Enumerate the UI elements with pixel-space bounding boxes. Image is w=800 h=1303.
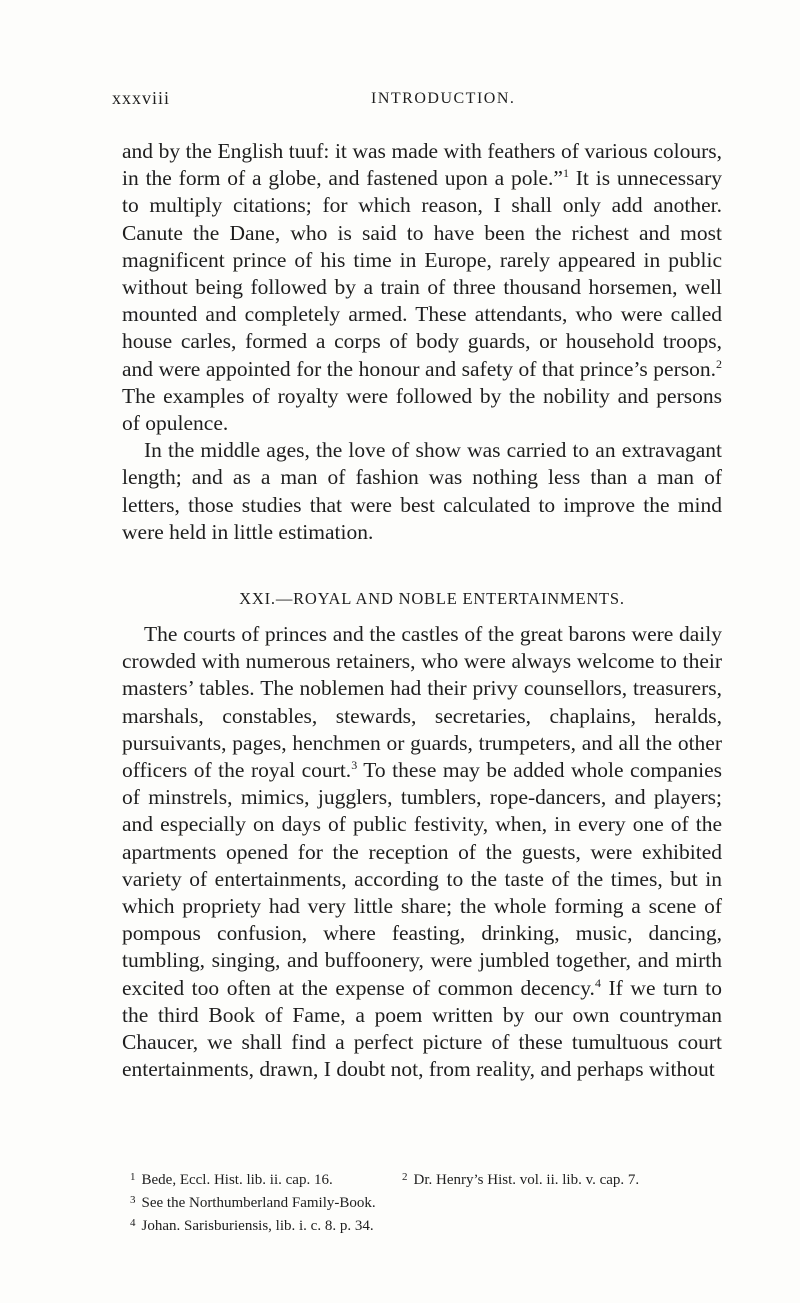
footnote-mark: 3 xyxy=(130,1194,136,1206)
paragraph-text: If we turn to the third Book of Fame, a poem written by our own countryman Chaucer, we shall find a perfect picture of these tumultuous court entertainments, drawn, I doubt not, from reality, and perhaps without xyxy=(122,975,722,1082)
footnote-2 xyxy=(402,1167,639,1190)
footnote-3 xyxy=(130,1190,730,1213)
footnote-4 xyxy=(130,1213,730,1236)
footnote-1 xyxy=(130,1167,392,1190)
footnote-ref-3: 3 xyxy=(351,757,358,772)
paragraph-text: It is unnecessary to multiply citations; for which reason, I shall only add another. Canute the Dane, who is said to have been the richest and most magnificent prince of his time in Europe, rarely appeared in public without being followed by a train of three thousand horsemen, well mounted and completely armed. These attendants, who were called house carles, formed a corps of body guards, or household troops, and were appointed for the honour and safety of that prince’s person. xyxy=(122,166,722,381)
footnote-row xyxy=(130,1167,730,1190)
paragraph-text: To these may be added whole companies of minstrels, mimics, jugglers, tumblers, rope-dancers, and players; and especially on days of public festivity, when, in every one of the apartments opened for the reception of the guests, were exhibited variety of entertainments, according to the taste of the times, but in which propriety had very little share; the whole forming a scene of pompous confusion, where feasting, drinking, music, dancing, tumbling, singing, and buffoonery, were jumbled together, and mirth excited too often at the expense of common decency. xyxy=(122,758,722,1000)
paragraph-middle-ages: In the middle ages, the love of show was carried to an extravagant length; and as a man of fashion was nothing less than a man of letters, those studies that were best calculated to improve the mind were held in little estimation. xyxy=(122,438,722,544)
paragraph-continued xyxy=(122,138,722,437)
footnote-mark: 4 xyxy=(130,1217,136,1229)
paragraph-text: The courts of princes and the castles of the great barons were daily crowded with numerous retainers, who were always welcome to their masters’ tables. The noblemen had their privy counsellors, treasurers, marshals, constables, stewards, secretaries, chaplains, heralds, pursuivants, pages, henchmen or guards, trumpeters, and all the other officers of the royal court. xyxy=(122,622,722,783)
paragraph-courts xyxy=(122,621,722,1083)
body-text xyxy=(122,138,722,1084)
footnote-mark: 2 xyxy=(402,1171,408,1183)
footnote-ref-2: 2 xyxy=(716,356,722,371)
footnote-mark: 1 xyxy=(130,1171,136,1183)
footnote-text: See the Northumberland Family-Book. xyxy=(141,1195,376,1211)
running-head-title: INTRODUCTION. xyxy=(371,90,516,107)
section-heading: XXI.—ROYAL AND NOBLE ENTERTAINMENTS. xyxy=(239,589,625,609)
footnote-ref-4: 4 xyxy=(594,975,601,990)
paragraph-text: The examples of royalty were followed by the nobility and persons of opulence. xyxy=(122,383,722,436)
footnote-ref-1: 1 xyxy=(562,166,569,181)
footnotes xyxy=(130,1167,730,1236)
footnote-text: Dr. Henry’s Hist. vol. ii. lib. v. cap. 7. xyxy=(413,1172,640,1188)
running-head xyxy=(112,88,692,112)
footnote-text: Johan. Sarisburiensis, lib. i. c. 8. p. 34. xyxy=(141,1218,374,1234)
footnote-text: Bede, Eccl. Hist. lib. ii. cap. 16. xyxy=(141,1172,333,1188)
page-number: xxxviii xyxy=(112,88,171,108)
paragraph-text: and by the English tuuf: it was made with feathers of various colours, in the form of a globe, and fastened upon a pole.” xyxy=(122,139,722,191)
